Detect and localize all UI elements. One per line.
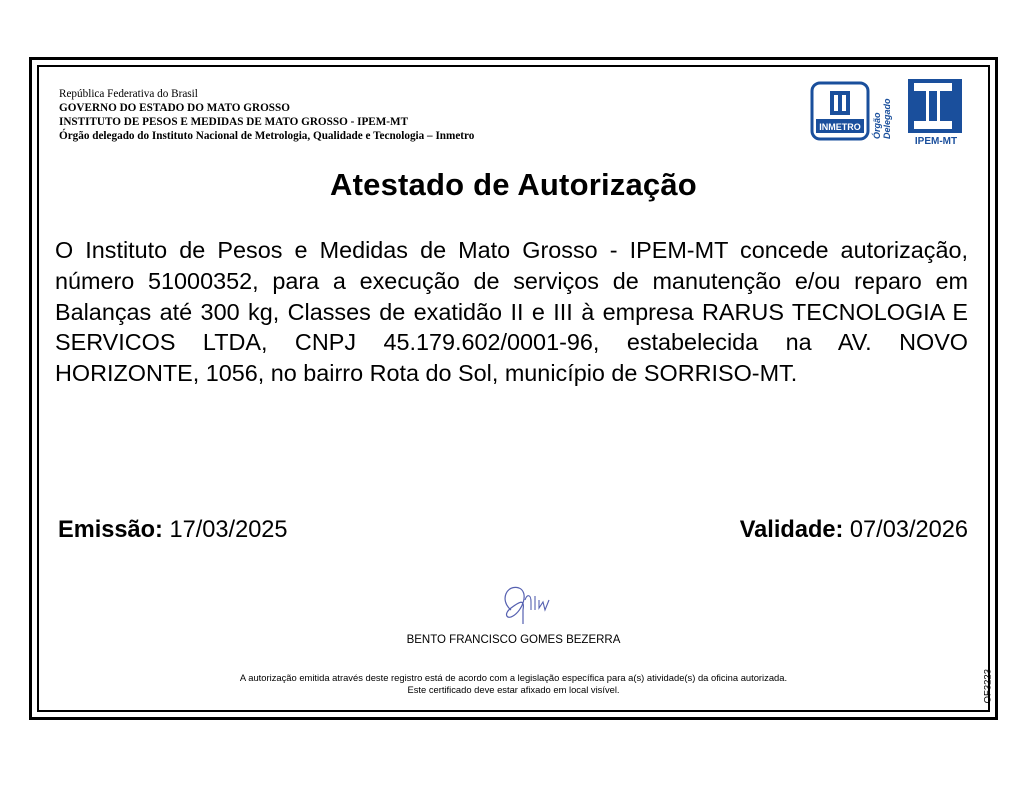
legal-footer	[39, 672, 988, 696]
letterhead-delegation: Órgão delegado do Instituto Nacional de Metrologia, Qualidade e Tecnologia – Inmetro	[59, 130, 475, 142]
letterhead-republic: República Federativa do Brasil	[59, 88, 198, 100]
certificate-inner-border	[37, 65, 993, 712]
valid-until	[740, 517, 968, 544]
footer-line-2: Este certificado deve estar afixado em local visível.	[407, 684, 620, 695]
letterhead-government: GOVERNO DO ESTADO DO MATO GROSSO	[59, 102, 290, 114]
authorization-text: O Instituto de Pesos e Medidas de Mato Grosso - IPEM-MT concede autorização, número 51000352, para a execução de serviços de manutenção e/ou reparo em Balanças até 300 kg, Classes de exatidão II e III à empresa RARUS TECNOLOGIA E SERVICOS LTDA, CNPJ 45.179.602/0001-96, estabelecida na AV. NOVO HORIZONTE, 1056, no bairro Rota do Sol, município de SORRISO-MT.	[55, 237, 968, 387]
issue-date-value: 17/03/2025	[169, 517, 288, 543]
letterhead-institute: INSTITUTO DE PESOS E MEDIDAS DE MATO GROSSO - IPEM-MT	[59, 116, 409, 128]
form-code: OF3223	[982, 669, 993, 704]
certificate-title: Atestado de Autorização	[330, 167, 697, 202]
footer-line-1: A autorização emitida através deste registro está de acordo com a legislação específica para a(s) atividade(s) da oficina autorizada.	[239, 672, 788, 683]
certificate-outer-border	[29, 57, 998, 720]
letterhead	[59, 87, 474, 143]
issue-date-label: Emissão:	[58, 517, 163, 543]
orgao-text: Órgão	[872, 112, 882, 139]
ipem-logo-text: IPEM-MT	[914, 136, 958, 147]
issue-date	[58, 517, 288, 544]
delegado-text: Delegado	[882, 98, 892, 139]
inmetro-logo-text: INMETRO	[819, 122, 861, 132]
logos	[810, 77, 970, 147]
signature-image	[489, 580, 569, 630]
signer-name: BENTO FRANCISCO GOMES BEZERRA	[406, 634, 621, 646]
valid-until-label: Validade:	[739, 517, 844, 543]
inmetro-ipem-logo	[810, 77, 970, 147]
valid-until-value: 07/03/2026	[849, 517, 968, 543]
